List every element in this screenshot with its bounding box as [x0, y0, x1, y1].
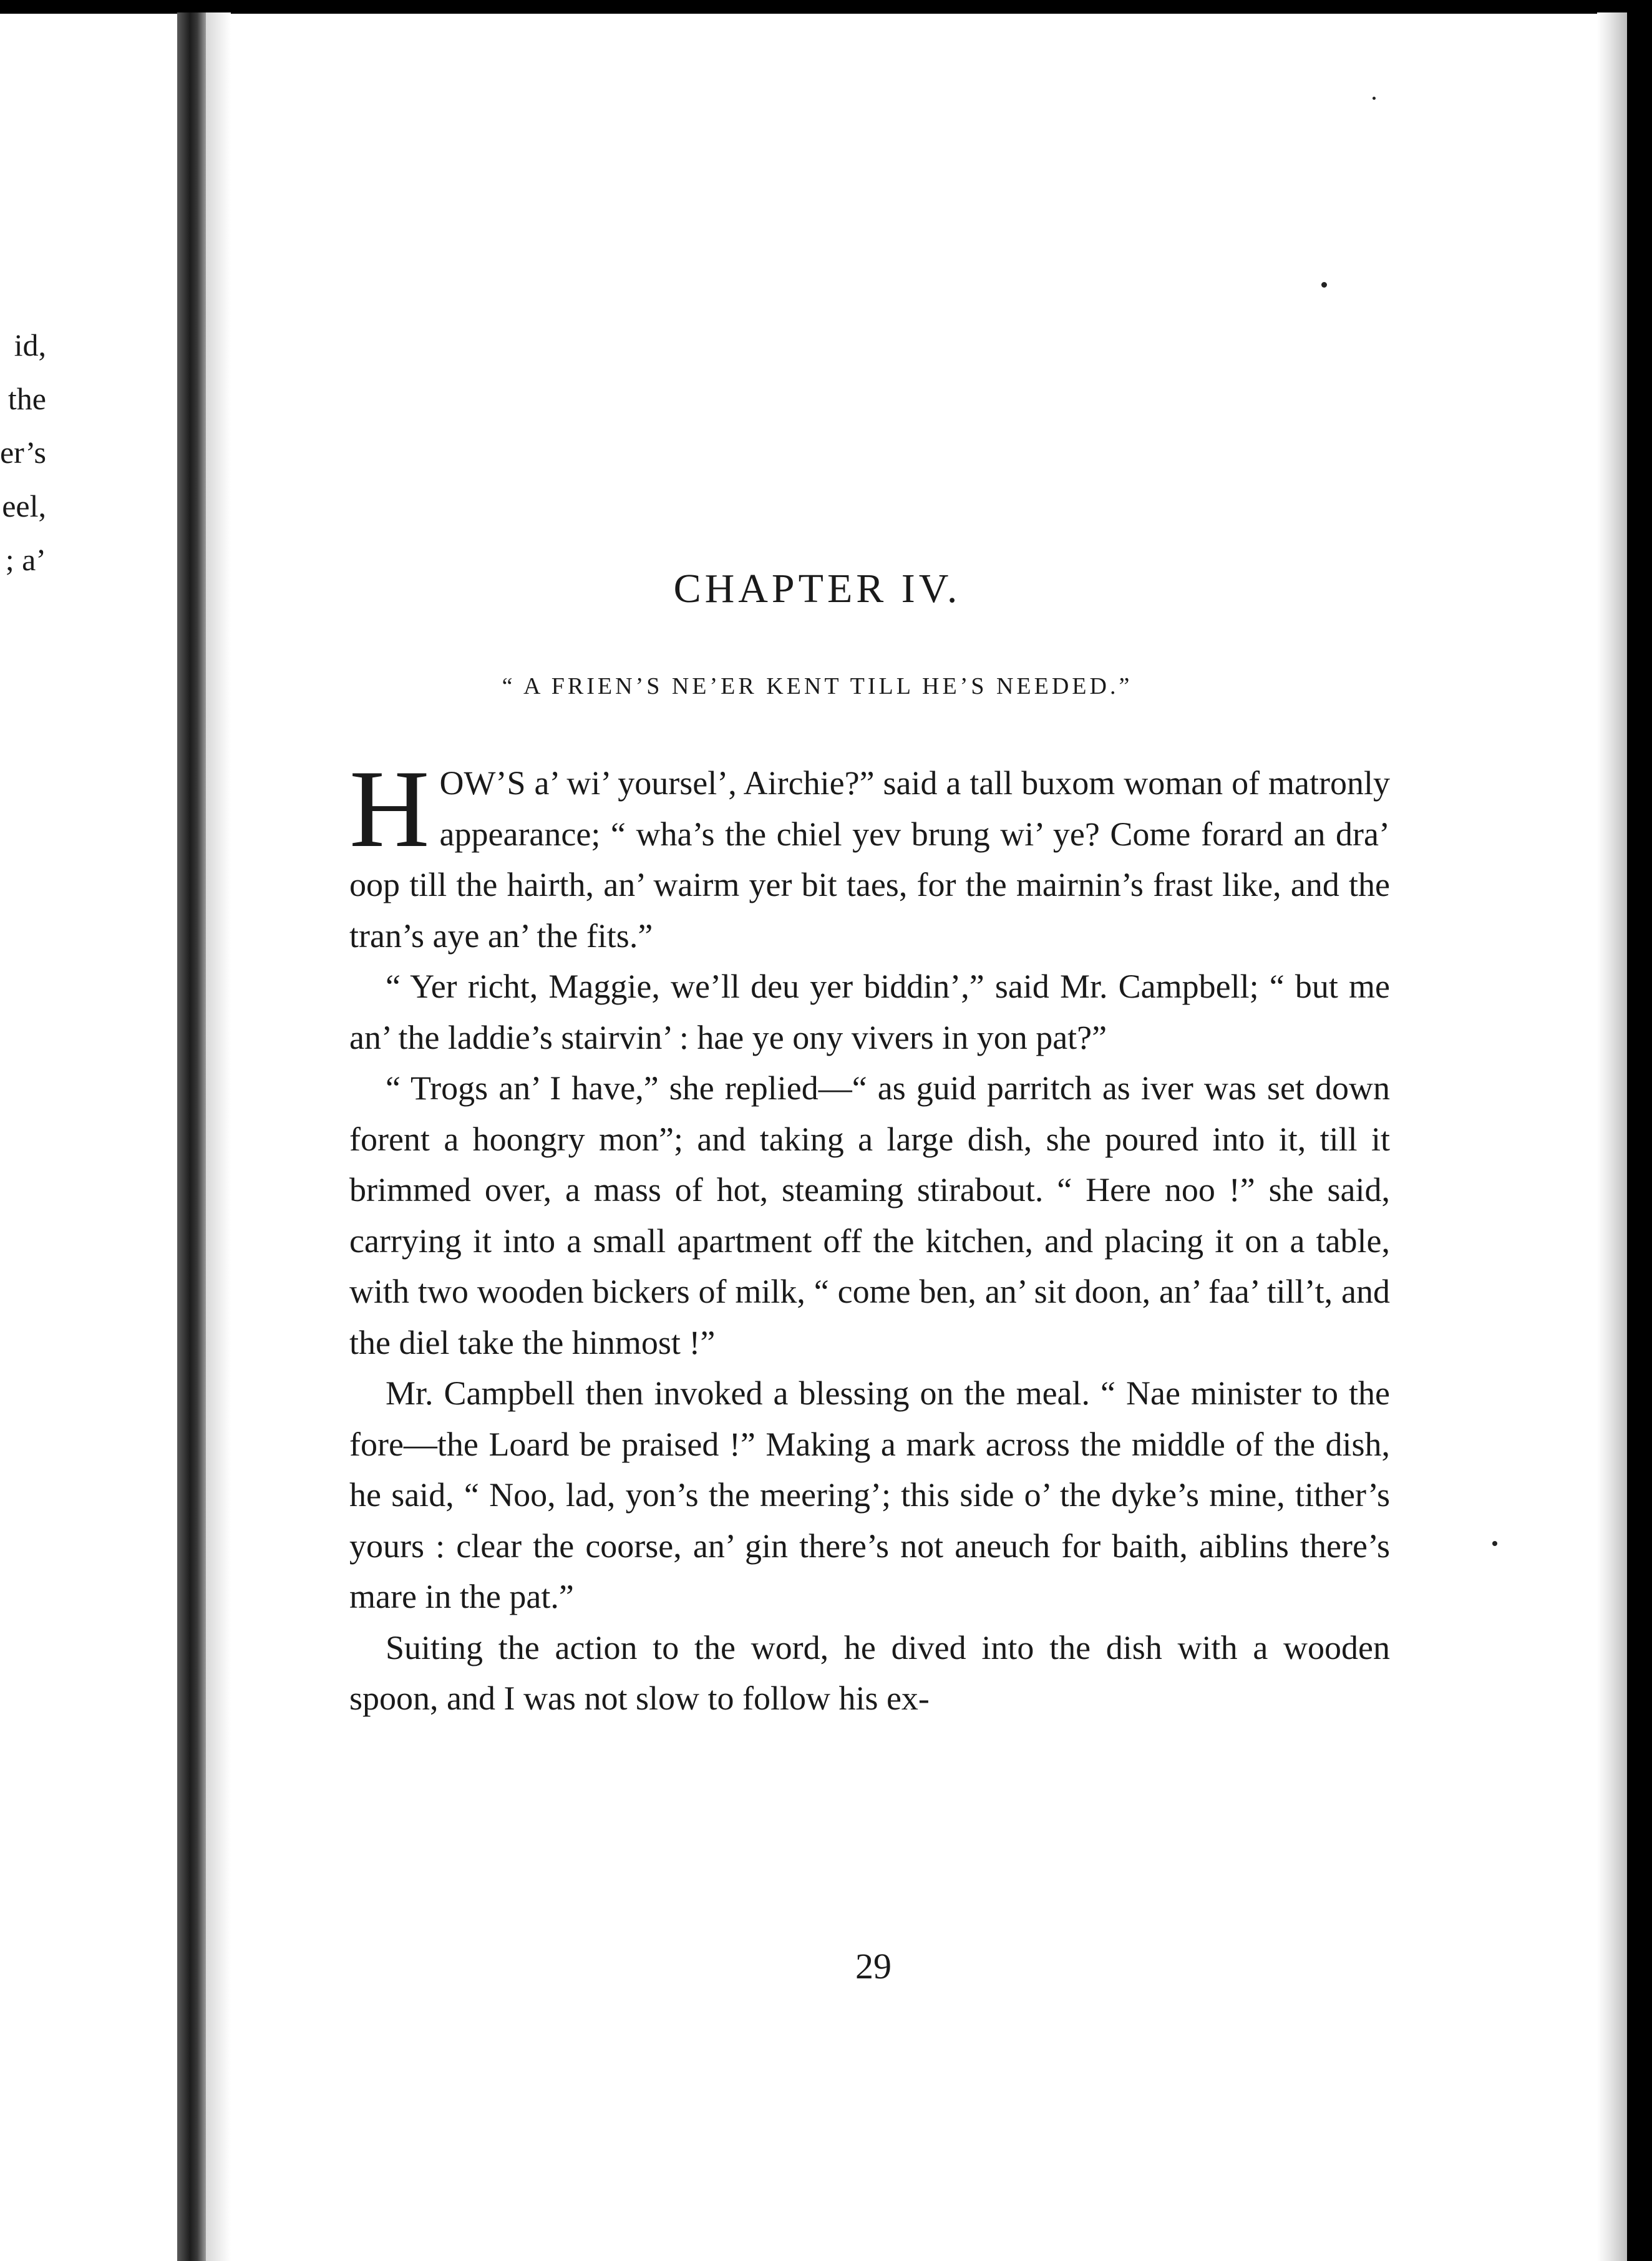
- gutter-shadow: [206, 12, 231, 2261]
- previous-page-fragment: er’s: [0, 435, 46, 470]
- scan-top-border: [0, 0, 1652, 14]
- chapter-epigraph: “ A FRIEN’S NE’ER KENT TILL HE’S NEEDED.”: [502, 673, 1133, 699]
- previous-page-fragment: id,: [14, 328, 46, 362]
- page-number: 29: [855, 1946, 892, 1986]
- book-gutter: [177, 12, 206, 2261]
- scan-speck: [1373, 97, 1376, 100]
- previous-page-fragment: the: [7, 381, 46, 416]
- body-text: [349, 747, 1390, 1724]
- scan-speck: [1321, 282, 1327, 288]
- paragraph: [349, 747, 1390, 961]
- previous-page-fragment: ; a’: [5, 542, 46, 577]
- paragraph: Mr. Campbell then invoked a blessing on the meal. “ Nae minister to the fore—the Loard be praised !” Making a mark across the middle of the dish, he said, “ Noo, lad, yon’s the meering’; this side o’ the dyke’s mine, tither’s yours : clear the coorse, an’ gin there’s not aneuch for baith, aiblins there’s mare in the pat.”: [349, 1374, 1390, 1615]
- page-edge-shadow: [1597, 12, 1627, 2261]
- paragraph: Suiting the action to the word, he dived into the dish with a wooden spoon, and I was not slow to follow his ex-: [349, 1628, 1390, 1717]
- paragraph: “ Yer richt, Maggie, we’ll deu yer biddin’,” said Mr. Campbell; “ but me an’ the laddie’s stairvin’ : hae ye ony vivers in yon pat?”: [349, 968, 1390, 1056]
- paragraph-text: OW’S a’ wi’ yoursel’, Airchie?” said a tall buxom woman of matronly appearance; “ wha’s the chiel yev brung wi’ ye? Come forard an dra’ oop till the hairth, an’ wairm yer bit taes, for the mairnin’s frast like, and the tran’s aye an’ the fits.”: [349, 764, 1390, 955]
- paragraph: “ Trogs an’ I have,” she replied—“ as guid parritch as iver was set down forent a hoongry mon”; and taking a large dish, she poured into it, till it brimmed over, a mass of hot, steaming stirabout. “ Here noo !” she said, carrying it into a small apartment off the kitchen, and placing it on a table, with two wooden bickers of milk, “ come ben, an’ sit doon, an’ faa’ till’t, and the diel take the hinmost !”: [349, 1069, 1390, 1361]
- drop-cap: H: [349, 747, 430, 870]
- scan-right-border: [1627, 0, 1652, 2261]
- previous-page-fragment: eel,: [2, 489, 46, 523]
- scan-speck: [1492, 1541, 1497, 1546]
- chapter-title: CHAPTER IV.: [673, 566, 961, 611]
